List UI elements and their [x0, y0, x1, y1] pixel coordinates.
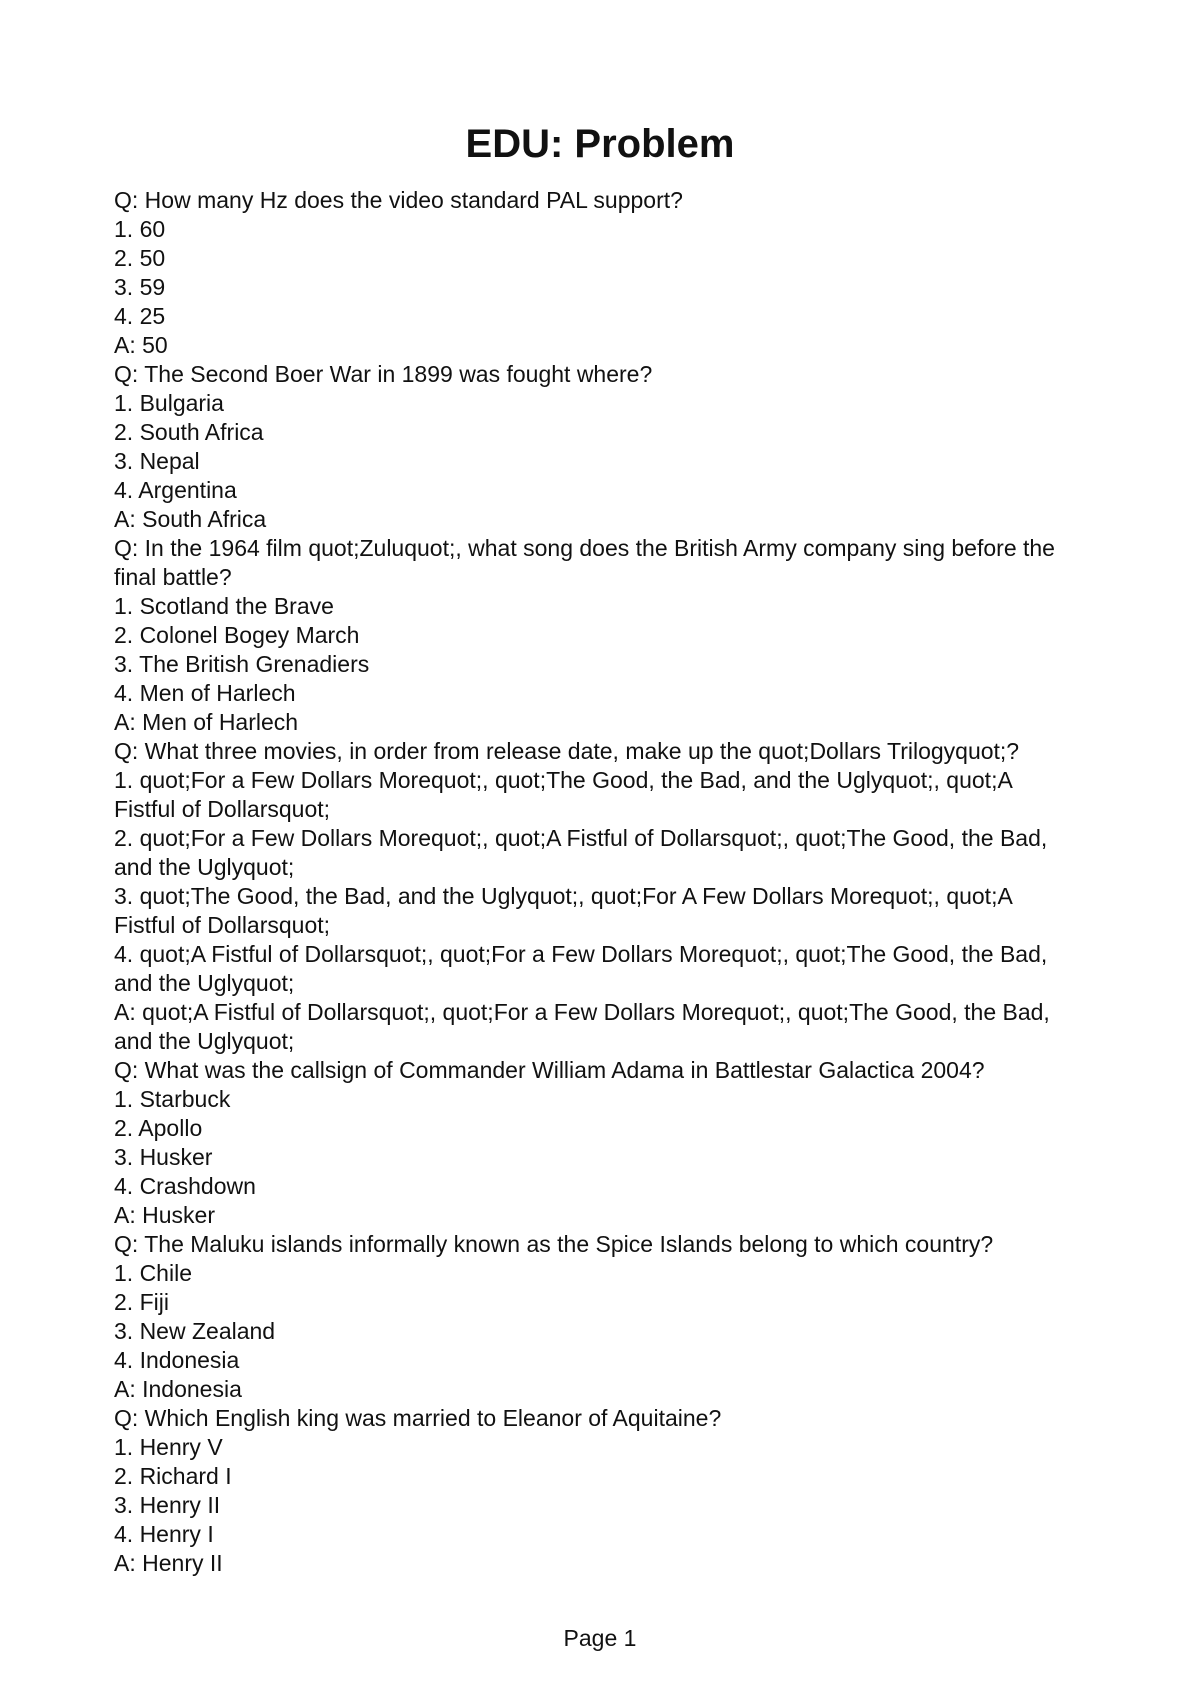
question-text: Q: The Maluku islands informally known as the Spice Islands belong to which country? — [114, 1231, 994, 1257]
question-block — [114, 534, 1074, 737]
option-item: 1. Scotland the Brave — [114, 593, 334, 619]
option-item: 3. The British Grenadiers — [114, 651, 370, 677]
option-item: 2. Richard I — [114, 1463, 232, 1489]
answer-text: A: Husker — [114, 1202, 215, 1228]
option-item: 1. Chile — [114, 1260, 192, 1286]
option-item: 4. Indonesia — [114, 1347, 240, 1373]
question-block — [114, 1404, 1074, 1578]
option-item: 3. quot;The Good, the Bad, and the Uglyquot;, quot;For A Few Dollars Morequot;, quot;A Fistful of Dollarsquot; — [114, 883, 1012, 938]
question-block — [114, 360, 1074, 534]
option-item: 4. Argentina — [114, 477, 237, 503]
option-item: 1. 60 — [114, 216, 166, 242]
question-block — [114, 1230, 1074, 1404]
option-item: 1. Starbuck — [114, 1086, 231, 1112]
question-list — [114, 186, 1074, 1578]
option-item: 2. Fiji — [114, 1289, 169, 1315]
question-text: Q: Which English king was married to Eleanor of Aquitaine? — [114, 1405, 722, 1431]
answer-text: A: 50 — [114, 332, 168, 358]
option-item: 3. 59 — [114, 274, 166, 300]
option-item: 2. South Africa — [114, 419, 264, 445]
option-item: 4. Crashdown — [114, 1173, 256, 1199]
option-item: 3. Henry II — [114, 1492, 221, 1518]
option-item: 3. Husker — [114, 1144, 213, 1170]
answer-text: A: Men of Harlech — [114, 709, 299, 735]
question-text: Q: In the 1964 film quot;Zuluquot;, what song does the British Army company sing before the final battle? — [114, 535, 1055, 590]
option-item: 1. Bulgaria — [114, 390, 224, 416]
answer-text: A: South Africa — [114, 506, 267, 532]
answer-text: A: Henry II — [114, 1550, 223, 1576]
option-item: 4. Henry I — [114, 1521, 214, 1547]
page-number: Page 1 — [563, 1625, 637, 1651]
question-block — [114, 737, 1074, 1056]
question-text: Q: What was the callsign of Commander William Adama in Battlestar Galactica 2004? — [114, 1057, 985, 1083]
question-text: Q: How many Hz does the video standard PAL support? — [114, 187, 683, 213]
question-block — [114, 1056, 1074, 1230]
answer-text: A: Indonesia — [114, 1376, 242, 1402]
option-item: 2. Colonel Bogey March — [114, 622, 360, 648]
option-item: 4. 25 — [114, 303, 166, 329]
option-item: 3. Nepal — [114, 448, 200, 474]
page-title: EDU: Problem — [465, 122, 735, 166]
option-item: 1. quot;For a Few Dollars Morequot;, quot;The Good, the Bad, and the Uglyquot;, quot;A Fistful of Dollarsquot; — [114, 767, 1012, 822]
option-item: 1. Henry V — [114, 1434, 223, 1460]
option-item: 2. Apollo — [114, 1115, 203, 1141]
question-text: Q: The Second Boer War in 1899 was fought where? — [114, 361, 653, 387]
option-item: 4. quot;A Fistful of Dollarsquot;, quot;For a Few Dollars Morequot;, quot;The Good, the Bad, and the Uglyquot; — [114, 941, 1048, 996]
answer-text: A: quot;A Fistful of Dollarsquot;, quot;For a Few Dollars Morequot;, quot;The Good, the Bad, and the Uglyquot; — [114, 999, 1050, 1054]
question-text: Q: What three movies, in order from release date, make up the quot;Dollars Trilogyquot;? — [114, 738, 1020, 764]
option-item: 2. 50 — [114, 245, 166, 271]
question-block — [114, 186, 1074, 360]
option-item: 3. New Zealand — [114, 1318, 276, 1344]
option-item: 4. Men of Harlech — [114, 680, 296, 706]
option-item: 2. quot;For a Few Dollars Morequot;, quot;A Fistful of Dollarsquot;, quot;The Good, the Bad, and the Uglyquot; — [114, 825, 1048, 880]
